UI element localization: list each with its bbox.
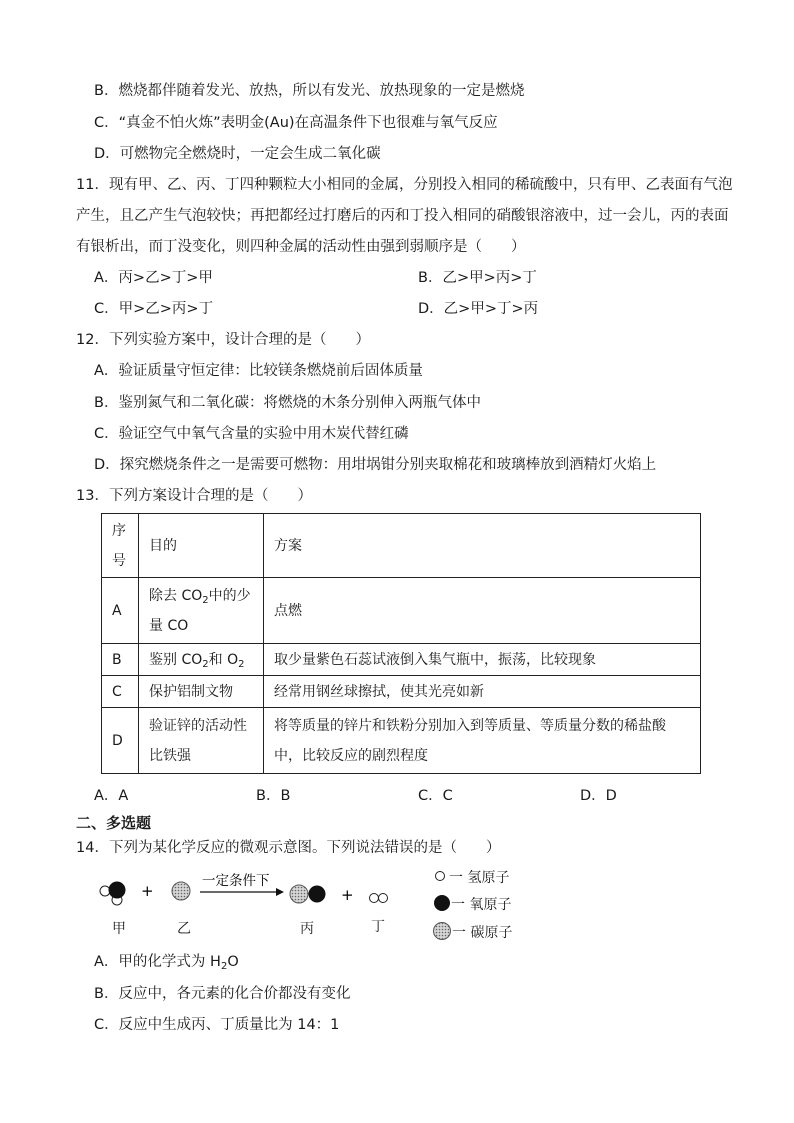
q11-option-b: B．乙>甲>丙>丁 (418, 270, 537, 286)
row-number: A (102, 578, 139, 644)
arrow-head-icon (276, 888, 284, 896)
legend-carbon: 一 碳原子 (452, 925, 513, 941)
row-plan: 点燃 (264, 578, 701, 644)
q13-option-b: B．B (256, 788, 291, 804)
row-number: C (102, 676, 139, 708)
label-yi: 乙 (177, 921, 191, 937)
legend-carbon-icon (434, 923, 451, 940)
oxygen-atom (109, 882, 126, 899)
q12-option-d: D．探究燃烧条件之一是需要可燃物：用坩埚钳分别夹取棉花和玻璃棒放到酒精灯火焰上 (94, 457, 657, 473)
reaction-diagram (90, 868, 540, 948)
legend-oxygen-icon (434, 895, 450, 911)
q13-stem: 13．下列方案设计合理的是（ ） (76, 488, 312, 504)
reaction-condition: 一定条件下 (202, 873, 270, 889)
q12-stem: 12．下列实验方案中，设计合理的是（ ） (76, 332, 370, 348)
q14-option-c: C．反应中生成丙、丁质量比为 14：1 (94, 1017, 340, 1033)
molecule-ding (370, 894, 388, 903)
molecule-jia (100, 882, 126, 906)
q11-option-c: C．甲>乙>丙>丁 (94, 301, 214, 317)
row-purpose: 鉴别 $CO_2$和 $O_2$ (139, 644, 264, 676)
hydrogen-atom (379, 894, 388, 903)
table-row (102, 708, 701, 774)
q10-option-c: C．“真金不怕火炼”表明金(Au)在高温条件下也很难与氧气反应 (94, 115, 498, 131)
row-number: B (102, 644, 139, 676)
q14-stem: 14．下列为某化学反应的微观示意图。下列说法错误的是（ ） (76, 840, 501, 856)
q10-option-d: D．可燃物完全燃烧时，一定会生成二氧化碳 (94, 146, 381, 162)
q11-stem-line3: 有银析出，而丁没变化，则四种金属的活动性由强到弱顺序是（ ） (76, 239, 526, 255)
table-header-row (102, 514, 701, 578)
row-purpose: 保护铝制文物 (139, 676, 264, 708)
legend-oxygen: 一 氧原子 (451, 897, 512, 913)
header-purpose: 目的 (139, 514, 264, 578)
row-purpose: 验证锌的活动性 比铁强 (139, 708, 264, 774)
label-ding: 丁 (371, 919, 385, 935)
oxygen-atom (309, 886, 326, 903)
q11-stem-line2: 产生，且乙产生气泡较快；再把都经过打磨后的丙和丁投入相同的硝酸银溶液中，过一会儿，丙的表面 (76, 208, 729, 224)
q14-option-a: A．甲的化学式为 $H_2O$ (94, 954, 239, 972)
q13-option-c: C．C (418, 788, 453, 804)
hydrogen-atom (100, 886, 110, 896)
row-number: D (102, 708, 139, 774)
row-purpose: 除去 $CO_2$中的少 量 CO (139, 578, 264, 644)
carbon-atom (290, 885, 308, 903)
legend-hydrogen-icon (436, 872, 445, 881)
q14-option-b: B．反应中，各元素的化合价都没有变化 (94, 986, 351, 1002)
q11-stem-line1: 11．现有甲、乙、丙、丁四种颗粒大小相同的金属，分别投入相同的稀硫酸中，只有甲、乙表面有气泡 (76, 177, 733, 193)
label-bing: 丙 (300, 921, 314, 937)
table-row (102, 676, 701, 708)
legend-hydrogen: 一 氢原子 (449, 870, 510, 886)
header-plan: 方案 (264, 514, 701, 578)
label-jia: 甲 (112, 921, 126, 937)
row-plan: 经常用钢丝球擦拭，使其光亮如新 (264, 676, 701, 708)
q10-option-b: B．燃烧都伴随着发光、放热，所以有发光、放热现象的一定是燃烧 (94, 83, 525, 99)
header-number: 序 号 (102, 514, 139, 578)
hydrogen-atom (370, 894, 379, 903)
q12-option-a: A．验证质量守恒定律：比较镁条燃烧前后固体质量 (94, 363, 423, 379)
q13-option-a: A．A (94, 788, 129, 804)
plus-sign-1: + (141, 882, 154, 900)
plus-sign-2: + (341, 886, 354, 904)
carbon-atom (172, 882, 190, 900)
table-row (102, 578, 701, 644)
q12-option-c: C．验证空气中氧气含量的实验中用木炭代替红磷 (94, 426, 409, 442)
section-title: 二、多选题 (76, 814, 152, 832)
molecule-bing (290, 885, 326, 903)
row-plan: 取少量紫色石蕊试液倒入集气瓶中，振荡，比较现象 (264, 644, 701, 676)
q12-option-b: B．鉴别氮气和二氧化碳：将燃烧的木条分别伸入两瓶气体中 (94, 395, 481, 411)
q13-option-d: D．D (580, 788, 617, 804)
q13-table (101, 513, 701, 774)
table-row (102, 644, 701, 676)
row-plan: 将等质量的锌片和铁粉分别加入到等质量、等质量分数的稀盐酸 中，比较反应的剧烈程度 (264, 708, 701, 774)
q11-option-d: D．乙>甲>丁>丙 (418, 301, 539, 317)
q11-option-a: A．丙>乙>丁>甲 (94, 270, 213, 286)
